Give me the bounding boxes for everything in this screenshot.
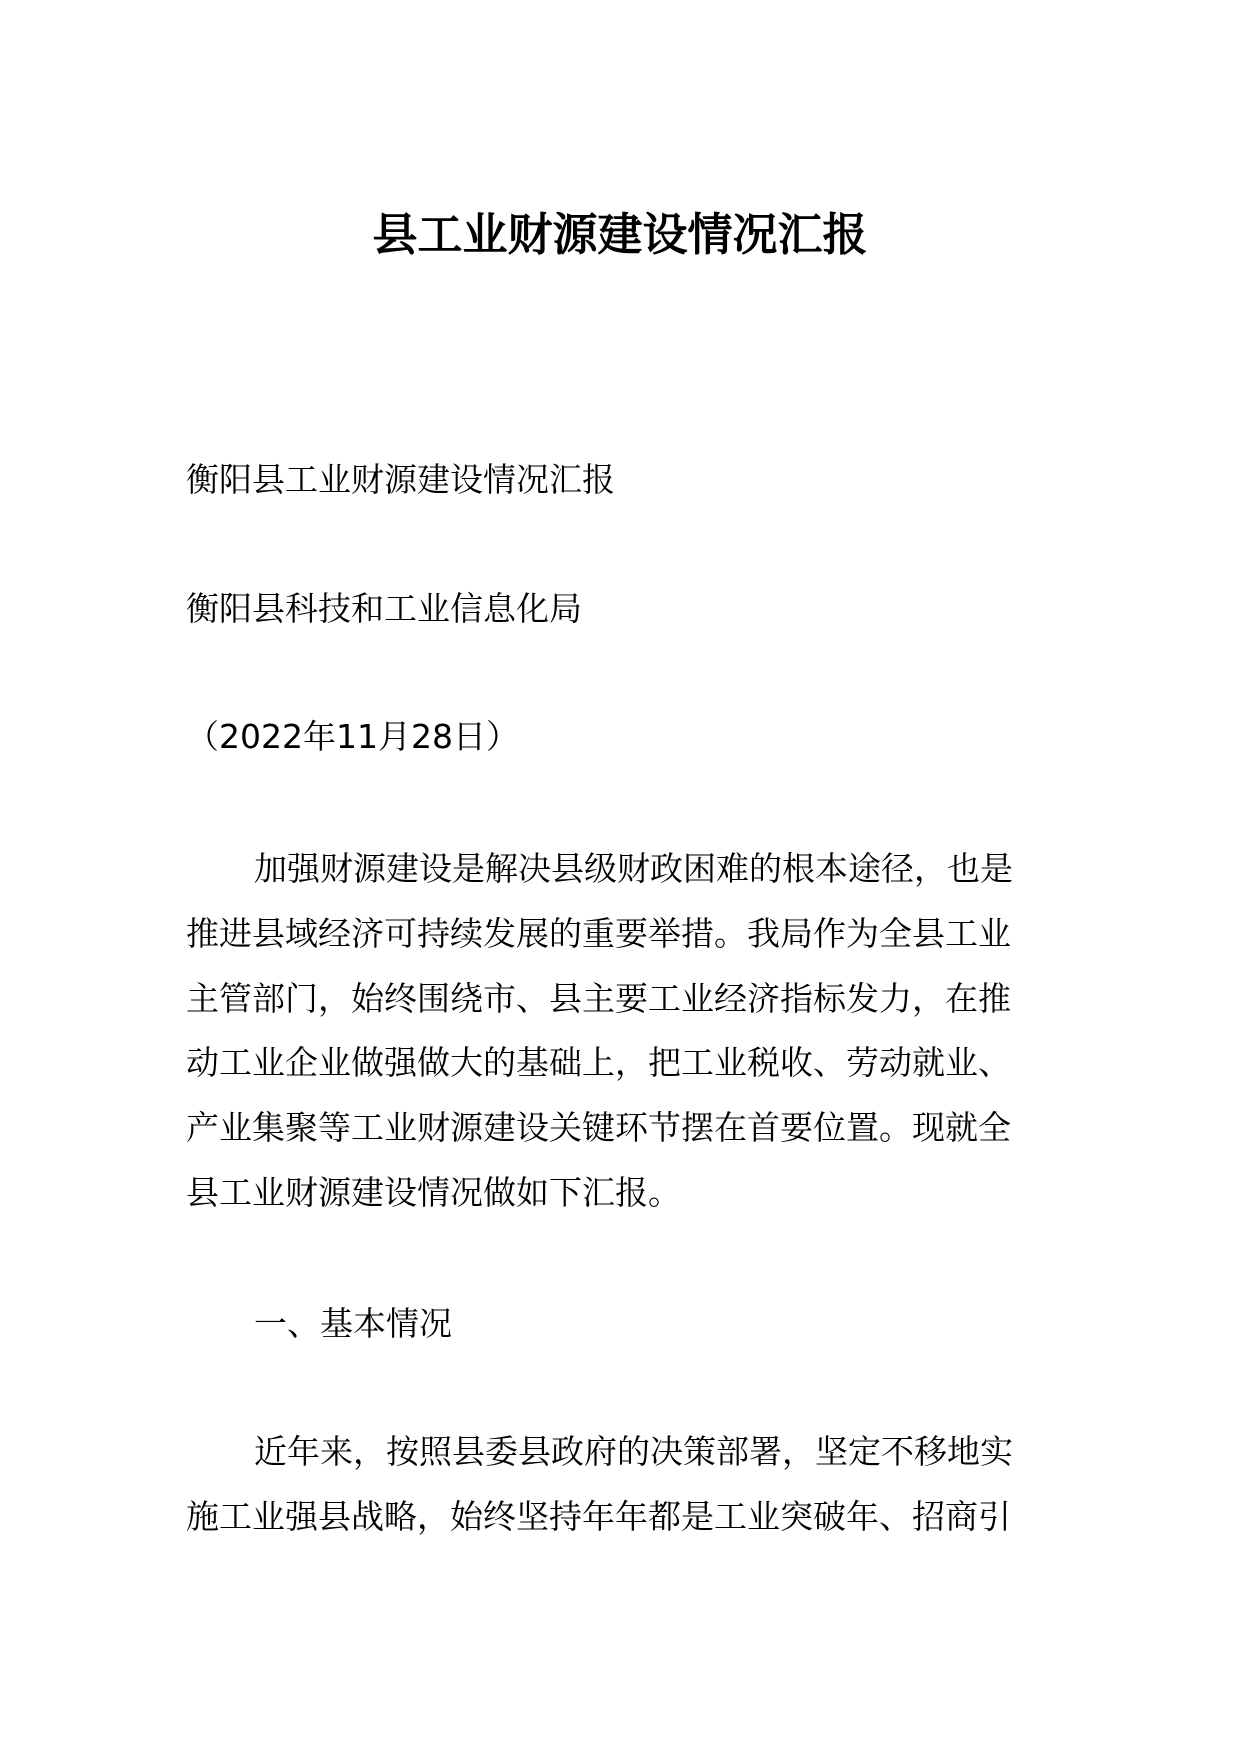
paragraph-line: 动工业企业做强做大的基础上，把工业税收、劳动就业、	[186, 1043, 1011, 1082]
paragraph-line: 主管部门，始终围绕市、县主要工业经济指标发力，在推	[186, 979, 1011, 1018]
paragraph-line: 近年来，按照县委县政府的决策部署，坚定不移地实	[254, 1432, 1013, 1471]
report-author: 衡阳县科技和工业信息化局	[186, 589, 582, 628]
paragraph-line: 施工业强县战略，始终坚持年年都是工业突破年、招商引	[186, 1497, 1011, 1536]
paragraph-line: 推进县域经济可持续发展的重要举措。我局作为全县工业	[186, 914, 1011, 953]
report-date: （2022年11月28日）	[186, 717, 519, 756]
paragraph-line: 加强财源建设是解决县级财政困难的根本途径，也是	[254, 849, 1013, 888]
paragraph-line: 县工业财源建设情况做如下汇报。	[186, 1173, 681, 1212]
report-subtitle: 衡阳县工业财源建设情况汇报	[186, 460, 615, 499]
section-heading: 一、基本情况	[254, 1304, 452, 1343]
paragraph-line: 产业集聚等工业财源建设关键环节摆在首要位置。现就全	[186, 1108, 1011, 1147]
document-title: 县工业财源建设情况汇报	[372, 208, 868, 261]
